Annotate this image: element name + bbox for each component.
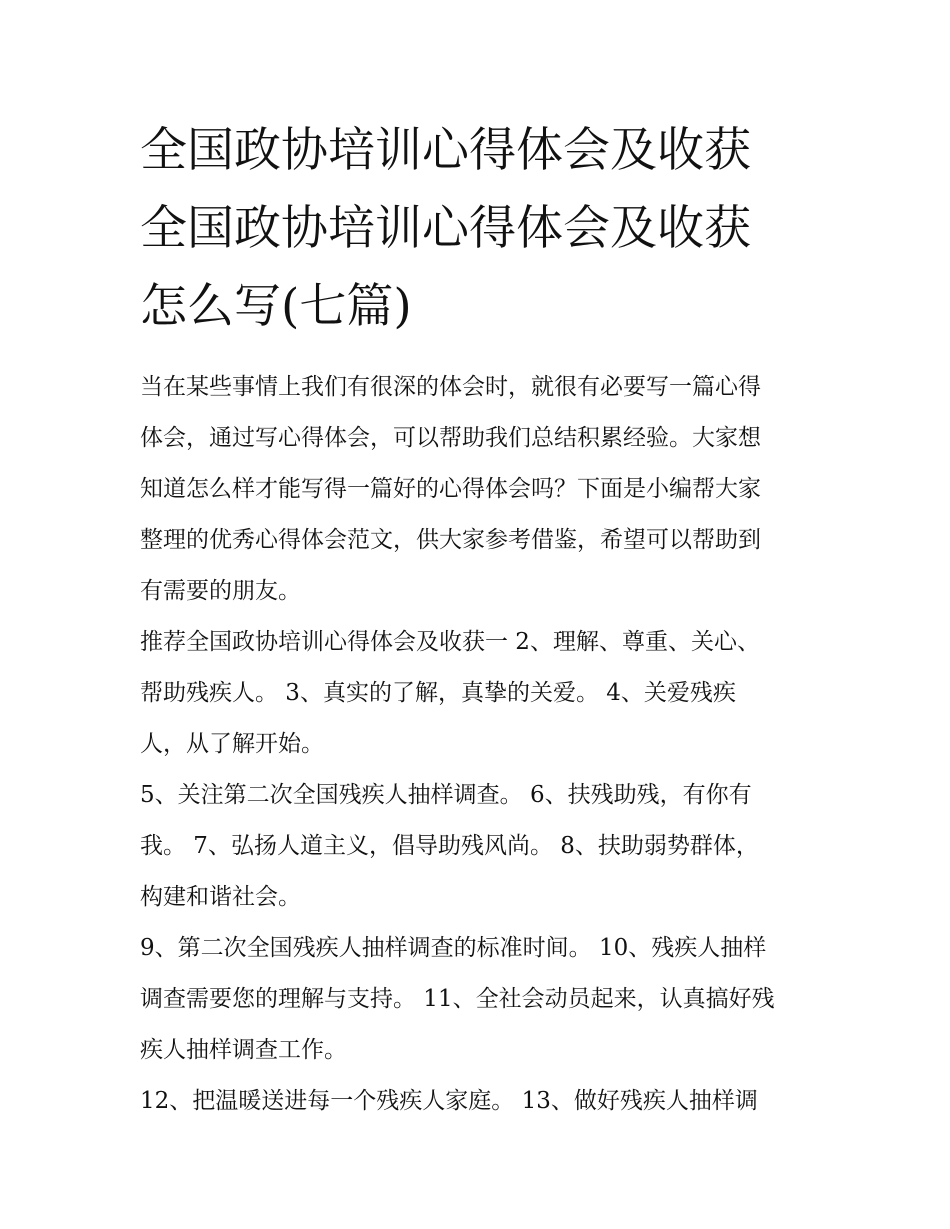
- title-line: 怎么写(七篇): [140, 279, 412, 334]
- text-line: 有需要的朋友。: [140, 578, 301, 604]
- text-line: 当在某些事情上我们有很深的体会时，就很有必要写一篇心得: [140, 374, 761, 400]
- title-line: 全国政协培训心得体会及收获: [140, 201, 751, 256]
- text-line: 调查需要您的理解与支持。 11、全社会动员起来，认真搞好残: [140, 986, 775, 1012]
- text-line: 5、关注第二次全国残疾人抽样调查。 6、扶残助残，有你有: [140, 782, 752, 808]
- text-line: 知道怎么样才能写得一篇好的心得体会吗？下面是小编帮大家: [140, 476, 761, 502]
- document-title: [140, 112, 820, 346]
- paragraph-items-9-11: [140, 923, 820, 1076]
- text-line: 疾人抽样调查工作。: [140, 1037, 347, 1063]
- paragraph-items-5-8: [140, 770, 820, 923]
- text-line: 9、第二次全国残疾人抽样调查的标准时间。 10、残疾人抽样: [140, 935, 767, 961]
- text-line: 12、把温暖送进每一个残疾人家庭。 13、做好残疾人抽样调: [140, 1088, 758, 1114]
- text-line: 构建和谐社会。: [140, 884, 301, 910]
- text-line: 帮助残疾人。 3、真实的了解，真挚的关爱。 4、关爱残疾: [140, 680, 736, 706]
- text-line: 体会，通过写心得体会，可以帮助我们总结积累经验。大家想: [140, 425, 761, 451]
- text-line: 推荐全国政协培训心得体会及收获一 2、理解、尊重、关心、: [140, 629, 760, 655]
- paragraph-items-12-13: [140, 1076, 820, 1127]
- paragraph-intro: [140, 362, 820, 617]
- title-line: 全国政协培训心得体会及收获: [140, 123, 751, 178]
- text-line: 人，从了解开始。: [140, 731, 324, 757]
- text-line: 我。 7、弘扬人道主义，倡导助残风尚。 8、扶助弱势群体，: [140, 833, 759, 859]
- document-content: [140, 112, 820, 1127]
- text-line: 整理的优秀心得体会范文，供大家参考借鉴，希望可以帮助到: [140, 527, 761, 553]
- paragraph-recommend: [140, 617, 820, 770]
- document-body: [140, 362, 820, 1127]
